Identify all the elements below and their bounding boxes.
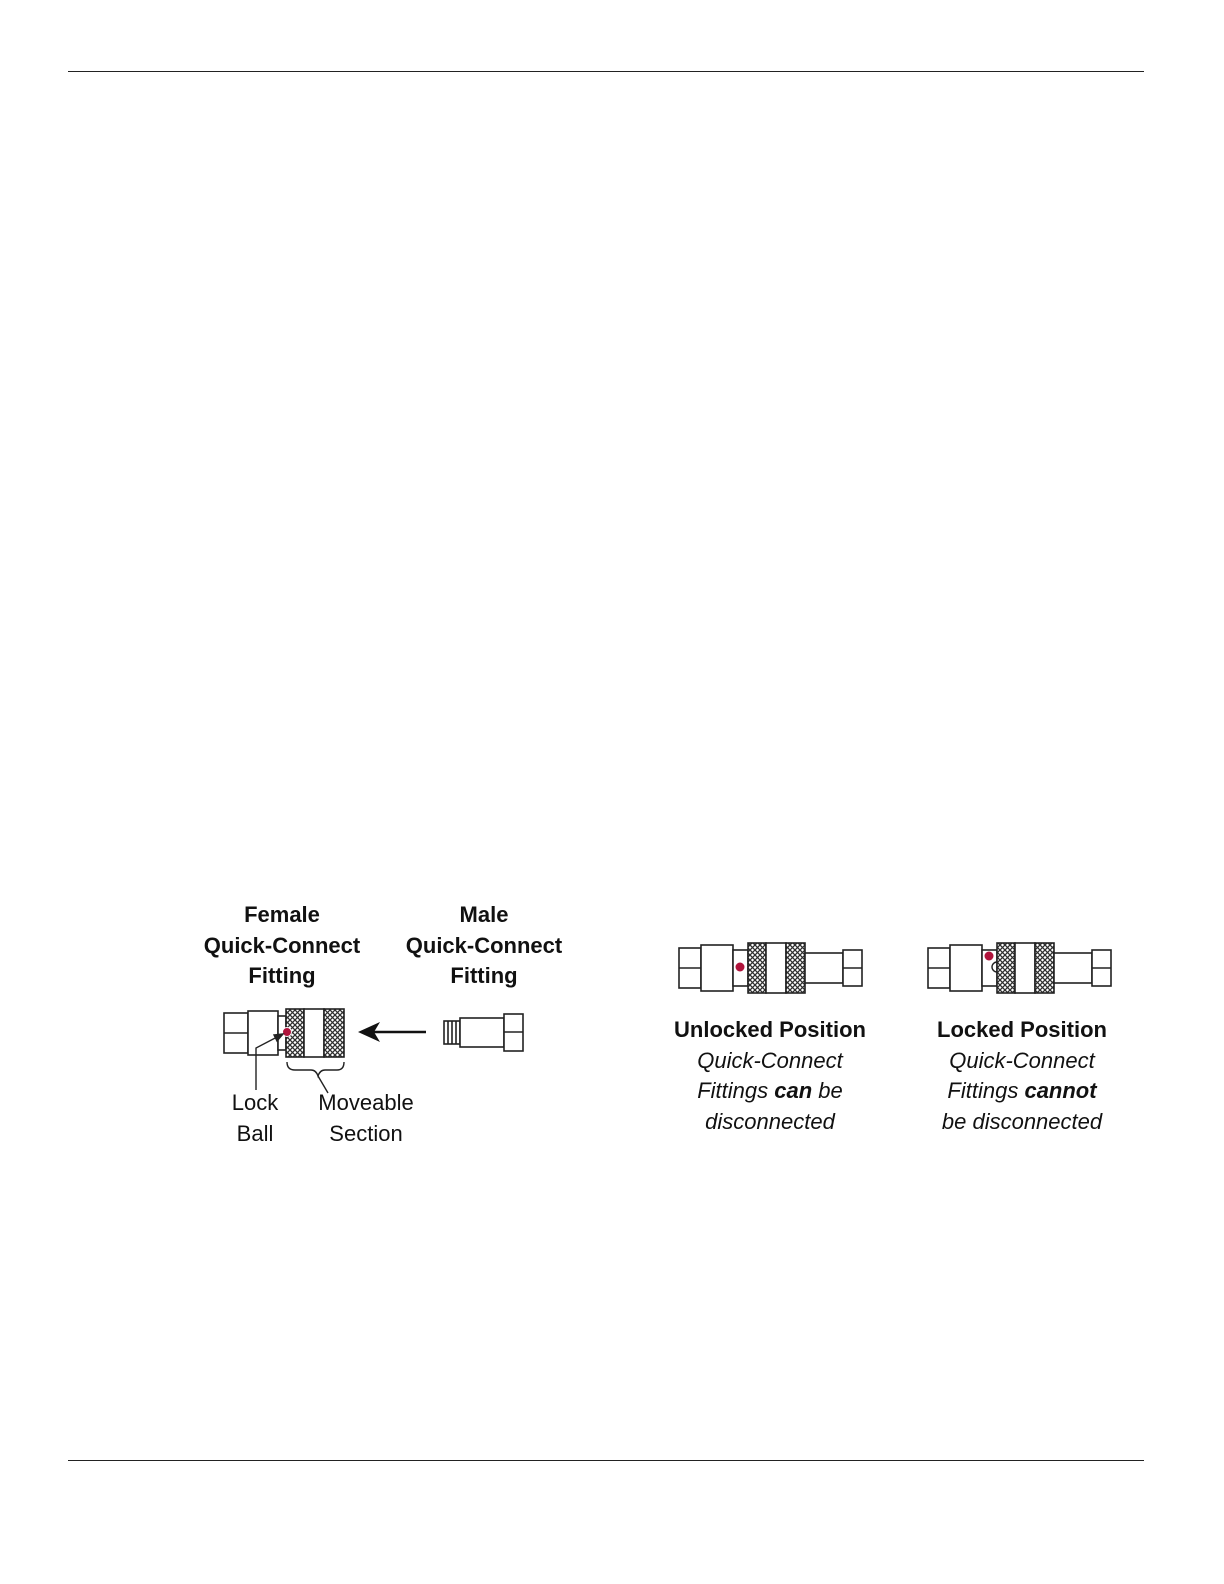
locked-lock-ball-dot xyxy=(985,952,994,961)
unlocked-caption: Unlocked Position Quick-Connect Fittings can be disconnected xyxy=(660,1015,880,1137)
locked-fitting-drawing xyxy=(928,943,1111,993)
unlocked-lock-ball-dot xyxy=(736,963,745,972)
unlocked-heading: Unlocked Position xyxy=(674,1017,866,1042)
moveable-section-label: Moveable Section xyxy=(318,1090,414,1146)
lock-ball-label: Lock Ball xyxy=(231,1090,279,1146)
male-fitting-title: Male Quick-Connect Fitting xyxy=(405,902,563,988)
locked-heading: Locked Position xyxy=(937,1017,1107,1042)
unlocked-fitting-drawing xyxy=(679,943,862,993)
female-fitting-title: Female Quick-Connect Fitting xyxy=(203,902,361,988)
locked-caption: Locked Position Quick-Connect Fittings cannot be disconnected xyxy=(912,1015,1132,1137)
